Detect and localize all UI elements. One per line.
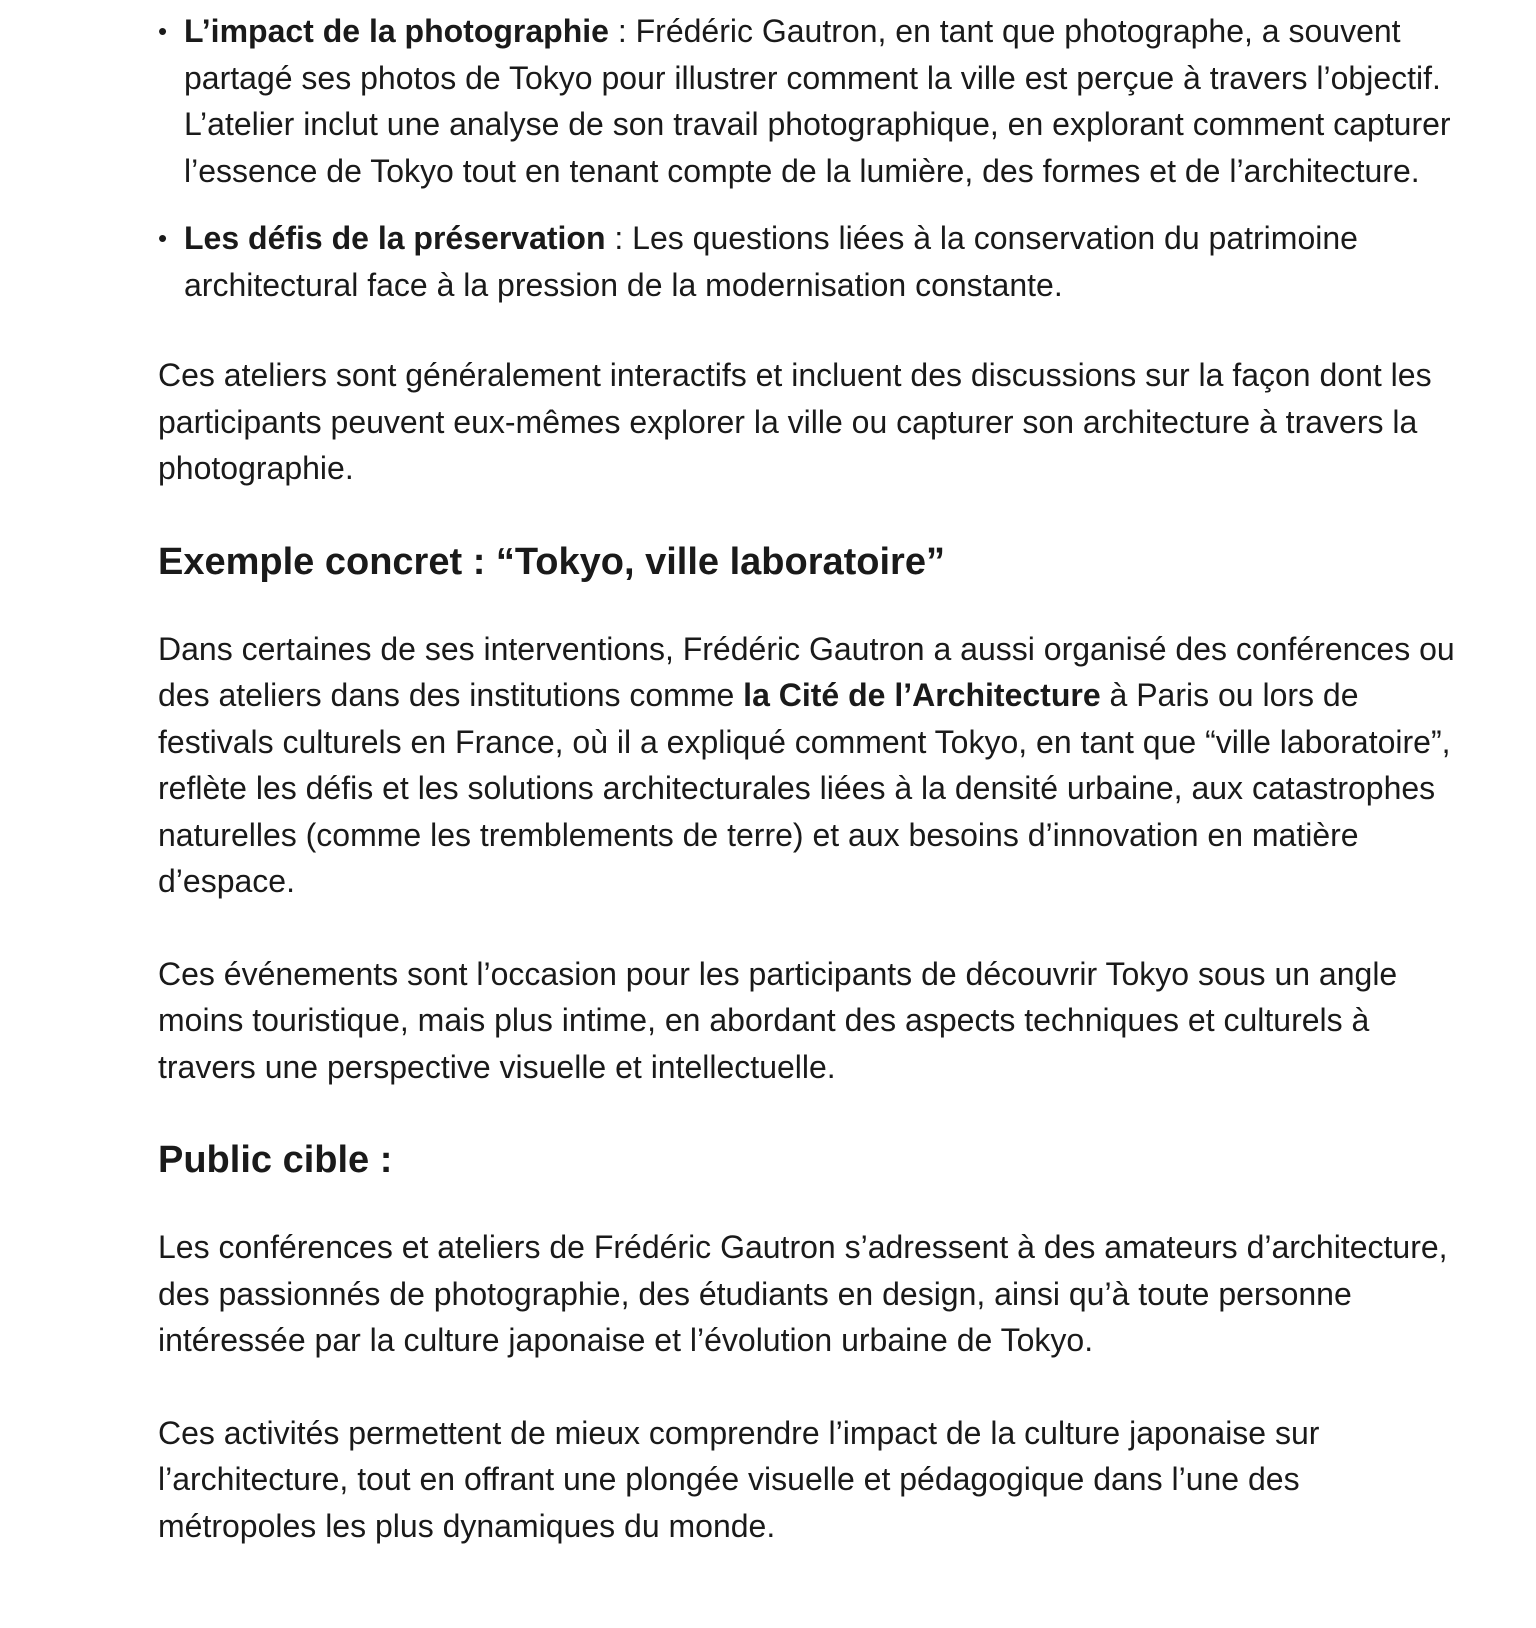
list-item [158,215,1458,308]
heading-exemple-concret: Exemple concret : “Tokyo, ville laboratoire” [158,540,945,583]
institution-name: la Cité de l’Architecture [743,677,1101,713]
bullet-list [158,8,1458,308]
list-item [158,8,1458,194]
heading-public-cible: Public cible : [158,1139,393,1181]
paragraph-public: Les conférences et ateliers de Frédéric Gautron s’adressent à des amateurs d’architecture, des passionnés de photographie, des étudiants en design, ainsi qu’à toute personne intéressée par la culture japonaise et l’évolution urbaine de Tokyo. [158,1229,1448,1358]
bullet-title: L’impact de la photographie [184,13,609,49]
paragraph-evenements: Ces événements sont l’occasion pour les participants de découvrir Tokyo sous un angle moins touristique, mais plus intime, en abordant des aspects techniques et culturels à travers une perspective visuelle et intellectuelle. [158,955,1398,1085]
paragraph-exemple-text-1: Dans certaines de ses interventions, Frédéric Gautron a aussi organisé des conférences ou des ateliers dans des institutions comme [158,630,1455,713]
bullet-text: : Les questions liées à la conservation du patrimoine architectural face à la pression de la modernisation constante. [184,220,1358,303]
bullet-title: Les défis de la préservation [184,220,606,256]
bullet-icon: • [158,16,168,46]
paragraph-exemple [158,626,1458,905]
article-body [158,0,1458,1549]
paragraph-exemple-text-2: à Paris ou lors de festivals culturels en France, où il a expliqué comment Tokyo, en tant que “ville laboratoire”, reflète les défis et les solutions architecturales liées à la densité urbaine, aux catastrophes naturelles (comme les tremblements de terre) et aux besoins d’innovation en matière d’espace. [158,677,1451,899]
paragraph-ateliers: Ces ateliers sont généralement interactifs et incluent des discussions sur la façon dont les participants peuvent eux-mêmes explorer la ville ou capturer son architecture à travers la photographie. [158,357,1432,486]
bullet-text: : Frédéric Gautron, en tant que photographe, a souvent partagé ses photos de Tokyo pour illustrer comment la ville est perçue à travers l’objectif. L’atelier inclut une analyse de son travail photographique, en explorant comment capturer l’essence de Tokyo tout en tenant compte de la lumière, des formes et de l’architecture. [184,13,1451,189]
paragraph-activites: Ces activités permettent de mieux comprendre l’impact de la culture japonaise sur l’architecture, tout en offrant une plongée visuelle et pédagogique dans l’une des métropoles les plus dynamiques du monde. [158,1414,1320,1544]
bullet-icon: • [158,223,168,253]
